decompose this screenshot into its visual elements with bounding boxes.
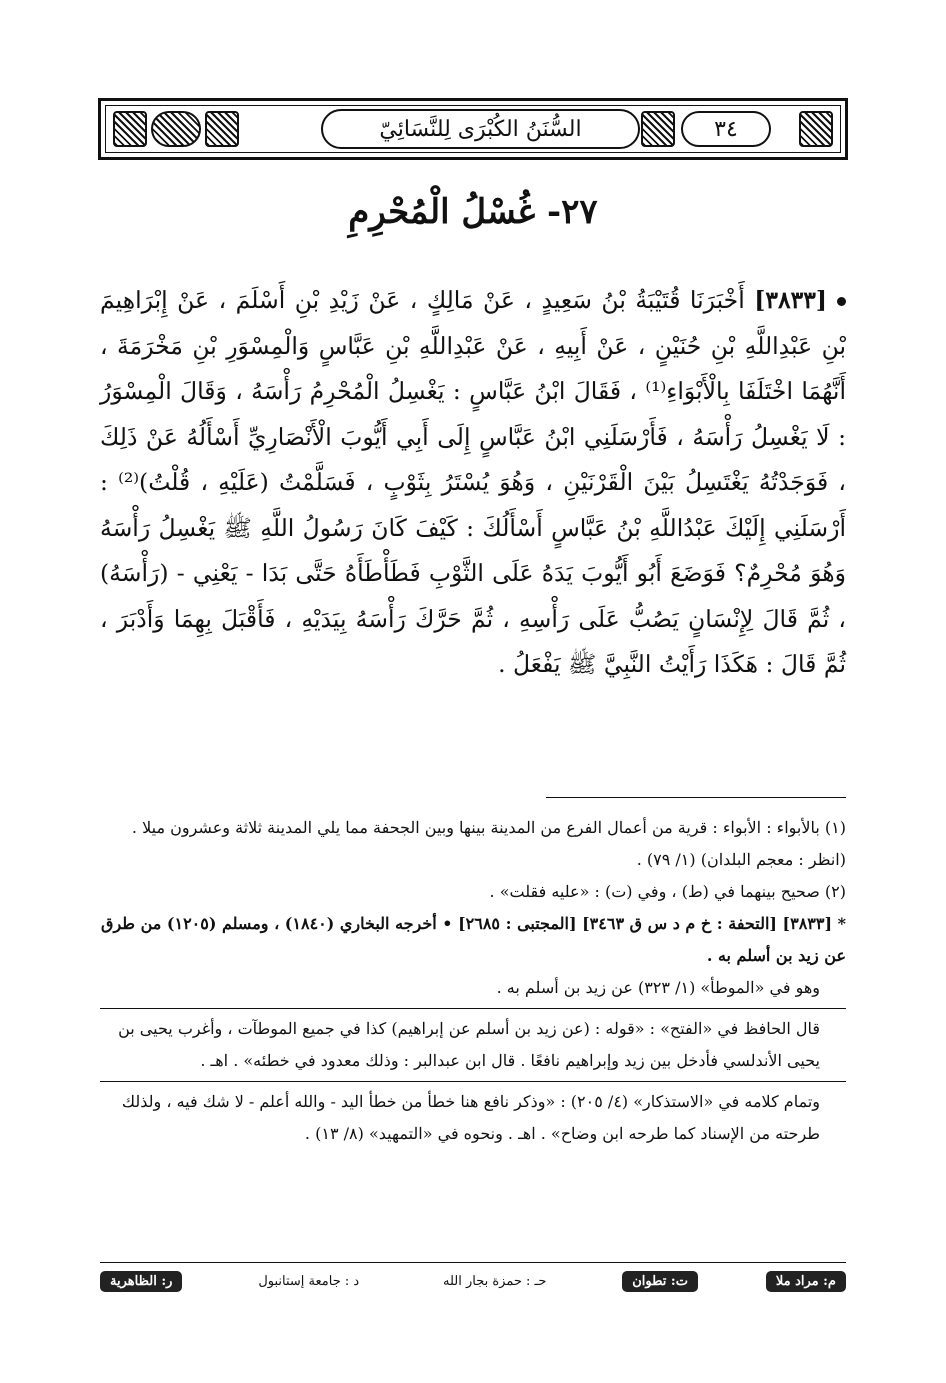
hadith-line: أَخْبَرَنَا قُتَيْبَةُ بْنُ سَعِيدٍ ، عَنْ مَالِكٍ ، عَنْ زَيْدِ بْنِ أَسْلَمَ ، عَنْ إِبْرَاهِيمَ بْنِ — [100, 286, 846, 360]
manuscript-d: د : جامعة إستانبول — [258, 1273, 360, 1289]
takhrij-main: * [٣٨٣٣] [التحفة : خ م د س ق ٣٤٦٣] [المجتبى : ٢٦٨٥] • أخرجه البخاري (١٨٤٠) ، ومسلم (١٢٠٥) من طرق عن زيد بن أسلم به . — [101, 914, 846, 965]
takhrij-fath: قال الحافظ في «الفتح» : «قوله : (عن زيد بن أسلم عن إبراهيم) كذا في جميع الموطآت ، وأغرب يحيى بن يحيى الأندلسي فأدخل بين زيد وإبراهيم نافعًا . قال ابن عبدالبر : وذلك معدود في خطئه» . اهـ . — [118, 1019, 820, 1070]
ornament-left-outer-icon — [113, 111, 147, 147]
manuscript-legend — [100, 1266, 846, 1296]
hadith-line: وَأَدْبَرَ ، ثُمَّ قَالَ : هَكَذَا رَأَيْتُ النَّبِيَّ ﷺ يَفْعَلُ . — [100, 604, 846, 678]
manuscript-m: م: مراد ملا — [766, 1271, 846, 1292]
page-header-frame — [98, 98, 848, 160]
footnote-1: (١) بالأبواء : الأبواء : قرية من أعمال الفرع من المدينة بينها وبين الجحفة مما يلي المدينة ثلاثة وعشرون ميلا . (انظر : معجم البلدان) (١/ ٧٩) . — [131, 818, 846, 869]
hadith-line: لَا يَغْسِلُ رَأْسَهُ ، فَأَرْسَلَنِي ابْنُ عَبَّاسٍ إِلَى أَبِي أَيُّوبَ الْأَنْصَارِيِّ أَسْأَلُهُ عَنْ ذَلِكَ ، — [100, 422, 846, 496]
manuscript-r: ر: الظاهرية — [100, 1271, 182, 1292]
takhrij-divider — [100, 1081, 846, 1082]
footnote-separator — [546, 797, 846, 798]
takhrij-muwatta: وهو في «الموطأ» (١/ ٣٢٣) عن زيد بن أسلم به . — [496, 978, 820, 997]
hadith-line: اخْتَلَفَا بِالْأَبْوَاءِ⁽¹⁾ ، فَقَالَ ابْنُ عَبَّاسٍ : يَغْسِلُ الْمُحْرِمُ رَأْسَهُ ، وَقَالَ الْمِسْوَرُ : — [100, 377, 846, 451]
bullet-icon — [837, 297, 846, 306]
page-number: ٣٤ — [681, 111, 771, 147]
ornament-right-inner-icon — [641, 111, 675, 147]
bottom-separator — [100, 1262, 846, 1263]
hadith-number: [٣٨٣٣] — [754, 286, 827, 314]
manuscript-h: حـ : حمزة بجار الله — [443, 1273, 547, 1289]
hadith-line: عَبْدِاللَّهِ بْنِ حُنَيْنٍ ، عَنْ أَبِيهِ ، عَنْ عَبْدِاللَّهِ بْنِ عَبَّاسٍ وَالْمِسْوَرِ بْنِ مَخْرَمَةَ ، أَنَّهُمَا — [100, 331, 846, 405]
ornament-right-outer-icon — [799, 111, 833, 147]
takhrij-istidhkar: وتمام كلامه في «الاستذكار» (٤/ ٢٠٥) : «وذكر نافع هنا خطأ من خطأ اليد - والله أعلم - لا شك فيه ، ولذلك طرحته من الإسناد كما طرحه ابن وضاح» . اهـ . ونحوه في «التمهيد» (٨/ ١٣) . — [121, 1092, 820, 1143]
hadith-line: أَرْسَلَنِي إِلَيْكَ عَبْدُاللَّهِ بْنُ عَبَّاسٍ أَسْأَلُكَ : كَيْفَ كَانَ رَسُولُ اللَّهِ ﷺ يَغْسِلُ رَأْسَهُ — [100, 513, 846, 542]
ornament-left-inner-icon — [205, 111, 239, 147]
takhrij-divider — [100, 1008, 846, 1009]
book-logo-icon — [151, 111, 201, 147]
hadith-line: وَهُوَ مُحْرِمٌ؟ فَوَضَعَ أَبُو أَيُّوبَ يَدَهُ عَلَى الثَّوْبِ فَطَأْطَأَهُ حَتَّى بَدَا - يَعْنِي - — [176, 559, 846, 587]
hadith-line: (رَأْسَهُ) ، ثُمَّ قَالَ لِإِنْسَانٍ يَصُبُّ عَلَى رَأْسِهِ ، ثُمَّ حَرَّكَ رَأْسَهُ بِيَدَيْهِ ، فَأَقْبَلَ بِهِمَا — [100, 559, 847, 633]
hadith-text — [100, 278, 846, 688]
chapter-title: ٢٧- غُسْلُ الْمُحْرِمِ — [348, 192, 598, 232]
hadith-line: فَوَجَدْتُهُ يَغْتَسِلُ بَيْنَ الْقَرْنَيْنِ ، وَهُوَ يُسْتَرُ بِثَوْبٍ ، فَسَلَّمْتُ (عَلَيْهِ ، قُلْتُ)⁽²⁾ : — [100, 468, 829, 496]
manuscript-t: ت: تطوان — [622, 1271, 698, 1292]
book-title: السُّنَنُ الكُبْرَى لِلنَّسَائِيّ — [321, 109, 640, 149]
footnote-2: (٢) صحيح بينهما في (ط) ، وفي (ت) : «عليه فقلت» . — [489, 882, 846, 901]
footnotes — [100, 812, 846, 1150]
